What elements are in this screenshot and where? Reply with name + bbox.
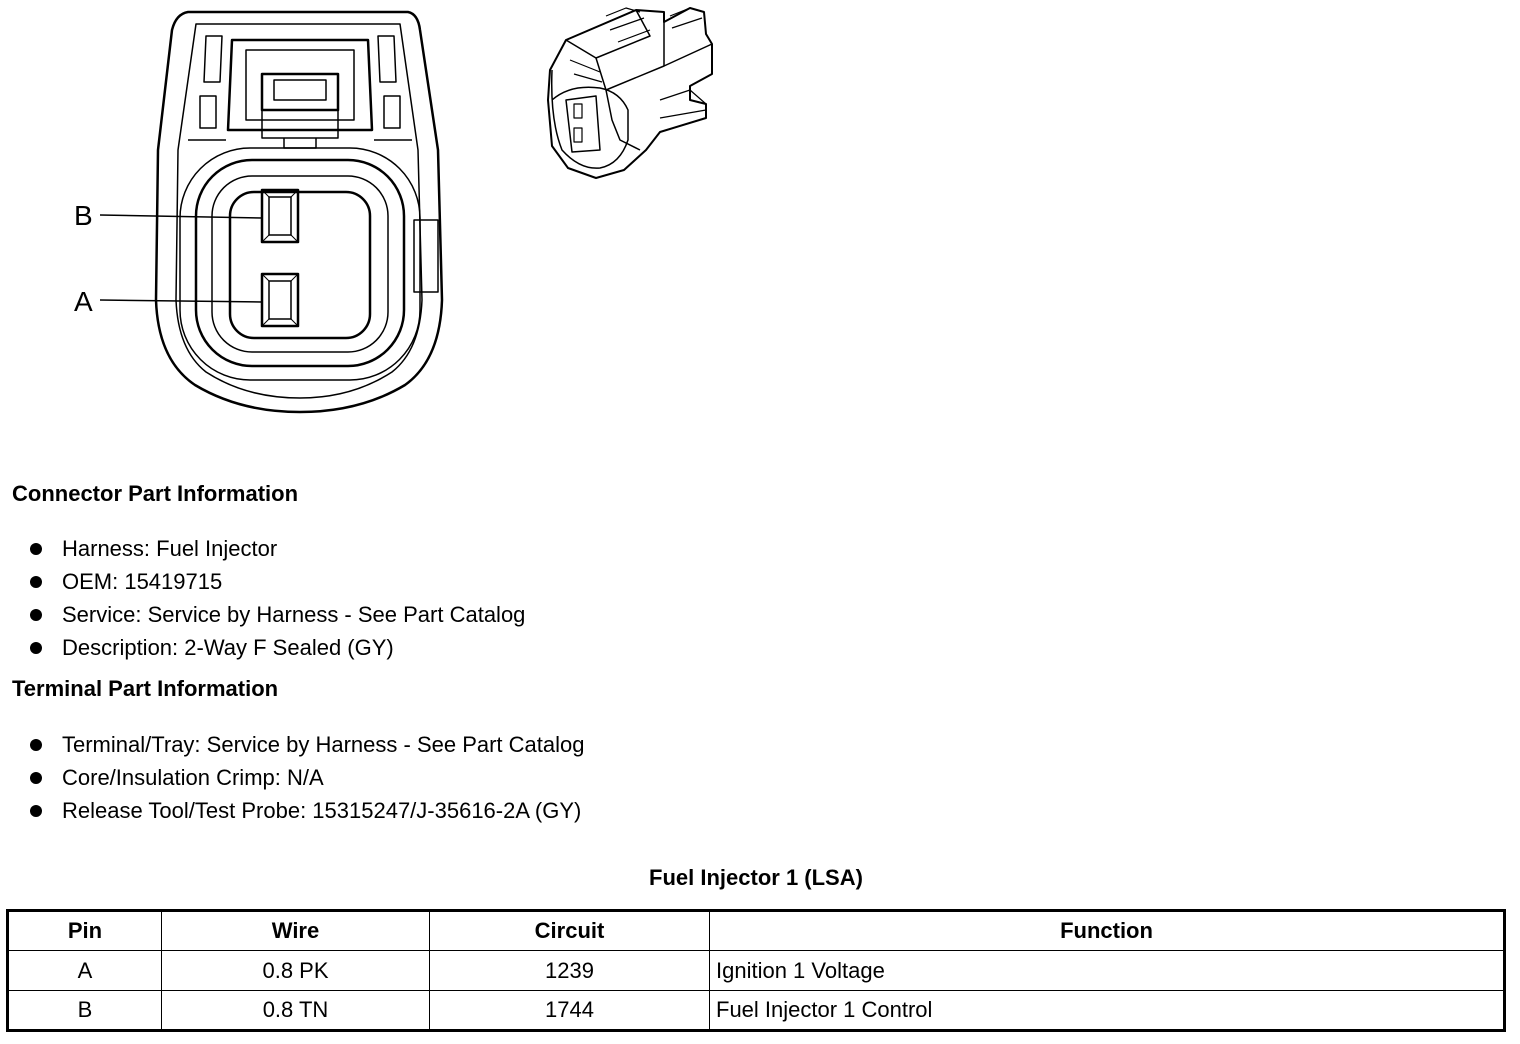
list-item-text: Service: Service by Harness - See Part Catalog bbox=[62, 602, 526, 627]
list-item bbox=[28, 565, 525, 598]
terminal-info-heading: Terminal Part Information bbox=[12, 676, 279, 701]
bullet-icon bbox=[30, 642, 42, 654]
list-item-text: Release Tool/Test Probe: 15315247/J-35616-2A (GY) bbox=[62, 798, 582, 823]
table-header-row bbox=[8, 911, 1505, 951]
cell-wire: 0.8 TN bbox=[162, 991, 430, 1031]
connector-info-heading: Connector Part Information bbox=[12, 481, 299, 506]
cell-pin: A bbox=[8, 951, 162, 991]
list-item bbox=[28, 532, 525, 565]
list-item bbox=[28, 761, 585, 794]
list-item-text: Terminal/Tray: Service by Harness - See Part Catalog bbox=[62, 732, 585, 757]
column-header-pin: Pin bbox=[8, 911, 162, 951]
cell-wire: 0.8 PK bbox=[162, 951, 430, 991]
cell-function: Ignition 1 Voltage bbox=[710, 951, 1505, 991]
connector-isometric-diagram bbox=[540, 2, 720, 182]
pin-label-a: A bbox=[74, 286, 93, 317]
bullet-icon bbox=[30, 805, 42, 817]
pinout-table bbox=[6, 909, 1506, 1032]
bullet-icon bbox=[30, 609, 42, 621]
terminal-info-list bbox=[28, 728, 585, 827]
list-item bbox=[28, 598, 525, 631]
cell-pin: B bbox=[8, 991, 162, 1031]
list-item bbox=[28, 728, 585, 761]
list-item-text: OEM: 15419715 bbox=[62, 569, 223, 594]
bullet-icon bbox=[30, 543, 42, 555]
bullet-icon bbox=[30, 772, 42, 784]
table-title: Fuel Injector 1 (LSA) bbox=[649, 865, 863, 890]
table-row bbox=[8, 991, 1505, 1031]
list-item-text: Harness: Fuel Injector bbox=[62, 536, 278, 561]
pin-label-b: B bbox=[74, 200, 93, 231]
bullet-icon bbox=[30, 739, 42, 751]
list-item bbox=[28, 631, 525, 664]
connector-face-diagram bbox=[60, 0, 460, 420]
list-item bbox=[28, 794, 585, 827]
list-item-text: Core/Insulation Crimp: N/A bbox=[62, 765, 324, 790]
table-row bbox=[8, 951, 1505, 991]
cell-function: Fuel Injector 1 Control bbox=[710, 991, 1505, 1031]
column-header-function: Function bbox=[710, 911, 1505, 951]
cell-circuit: 1239 bbox=[430, 951, 710, 991]
column-header-circuit: Circuit bbox=[430, 911, 710, 951]
bullet-icon bbox=[30, 576, 42, 588]
connector-info-list bbox=[28, 532, 525, 664]
column-header-wire: Wire bbox=[162, 911, 430, 951]
list-item-text: Description: 2-Way F Sealed (GY) bbox=[62, 635, 394, 660]
cell-circuit: 1744 bbox=[430, 991, 710, 1031]
